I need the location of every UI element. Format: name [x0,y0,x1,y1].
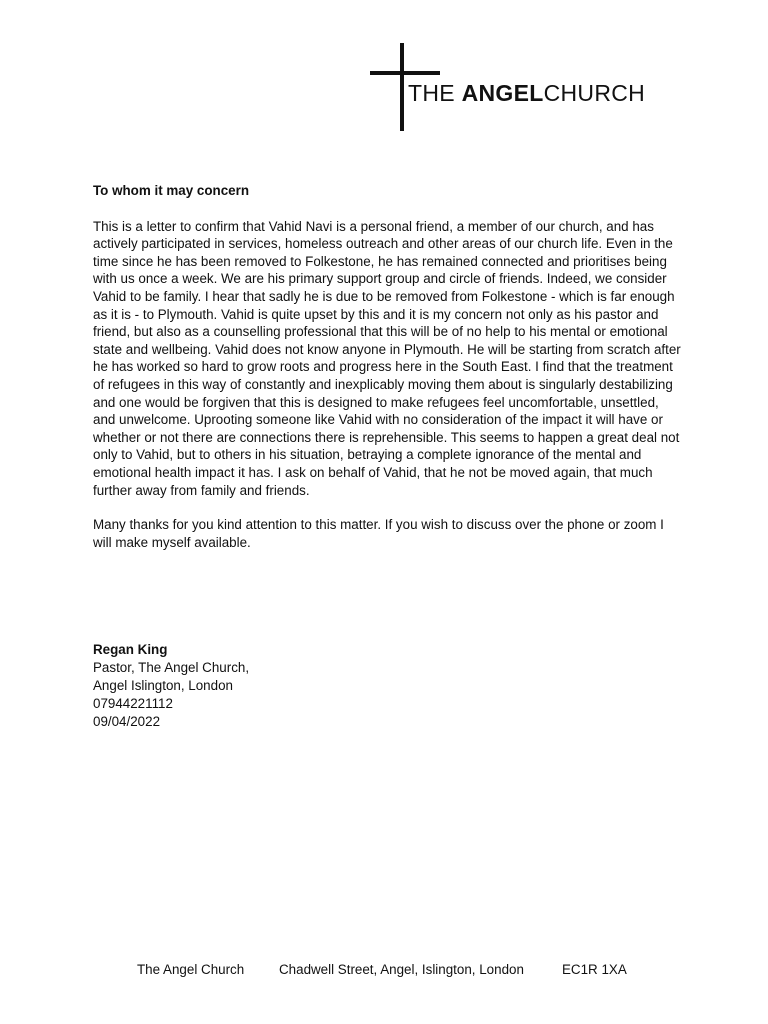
logo-word-church: CHURCH [543,80,646,106]
church-logo [370,43,670,131]
logo-wordmark [408,80,645,106]
signatory-location: Angel Islington, London [93,678,233,693]
footer-org: The Angel Church [137,962,245,977]
signatory-name: Regan King [93,642,168,657]
signatory-title: Pastor, The Angel Church, [93,660,250,675]
logo-word-angel: ANGEL [461,80,544,106]
logo-word-the: THE [408,80,455,106]
signature-block [93,641,249,731]
letter-paragraph: This is a letter to confirm that Vahid Navi is a personal friend, a member of our church, and has actively participated in services, homeless outreach and other areas of our church life. Even in the time since he has been removed to Folkestone, he has remained connected and prioritises being with us once a week. We are his primary support group and circle of friends. Indeed, we consider Vahid to be family. I hear that sadly he is due to be removed from Folkestone - which is far enough as it is - to Plymouth. Vahid is quite upset by this and it is my concern not only as his pastor and friend, but also as a counselling professional that this will be of no help to his mental or emotional state and wellbeing. Vahid does not know anyone in Plymouth. He will be starting from scratch after he has worked so hard to grow roots and progress here in the South East. I find that the treatment of refugees in this way of constantly and inexplicably moving them about is singularly destabilizing and one would be forgiven that this is designed to make refugees feel uncomfortable, unsettled, and unwelcome. Uprooting someone like Vahid with no consideration of the impact it will have or whether or not there are connections there is reprehensible. This seems to happen a great deal not only to Vahid, but to others in his situation, betraying a complete ignorance of the mental and emotional health impact it has. I ask on behalf of Vahid, that he not be moved again, that much further away from family and friends. [93,218,681,498]
salutation: To whom it may concern [93,183,249,198]
footer-street: Chadwell Street, Angel, Islington, London [279,962,524,977]
footer-postcode: EC1R 1XA [562,962,627,977]
closing-paragraph: Many thanks for you kind attention to this matter. If you wish to discuss over the phone or zoom I will make myself available. [93,517,664,550]
signatory-phone: 07944221112 [93,696,173,711]
letter-date: 09/04/2022 [93,714,161,729]
letter-body [93,182,683,551]
